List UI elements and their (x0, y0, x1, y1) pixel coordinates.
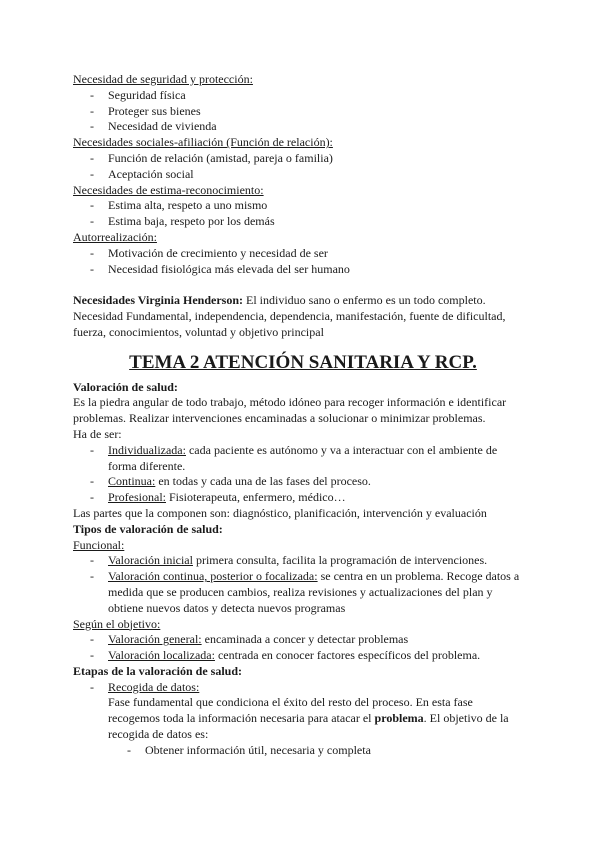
heading-valoracion: Valoración de salud: (73, 379, 178, 394)
heading-autorrealizacion: Autorrealización: (73, 229, 157, 244)
dash-bullet: - (90, 87, 94, 102)
dash-bullet: - (90, 442, 94, 457)
dash-bullet: - (90, 166, 94, 181)
list-item: - Valoración localizada: centrada en conocer factores específicos del problema. (90, 648, 481, 663)
paragraph-line: Las partes que la componen son: diagnóstico, planificación, intervención y evaluación (73, 505, 487, 520)
dash-bullet: - (90, 553, 94, 568)
dash-bullet: - (90, 245, 94, 260)
dash-bullet: - (90, 474, 94, 489)
dash-bullet: - (90, 261, 94, 276)
document-page (73, 72, 533, 759)
dash-bullet: - (90, 198, 94, 213)
dash-bullet: - (90, 569, 94, 584)
subheading-funcional: Funcional: (73, 537, 125, 552)
list-item: - Valoración continua, posterior o focalizada: se centra en un problema. Recoge datos a (90, 569, 520, 584)
list-item: - Individualizada: cada paciente es autónomo y va a interactuar con el ambiente de (90, 442, 498, 457)
dash-bullet: - (90, 150, 94, 165)
list-item: - Función de relación (amistad, pareja o familia) (90, 150, 333, 165)
list-item: - Valoración inicial primera consulta, facilita la programación de intervenciones. (90, 553, 488, 568)
dash-bullet: - (90, 679, 94, 694)
dash-bullet: - (90, 103, 94, 118)
henderson-paragraph: Necesidades Virginia Henderson: El individuo sano o enfermo es un todo completo. (73, 293, 486, 308)
paragraph-line: problemas. Realizar intervenciones encaminadas a solucionar o minimizar problemas. (73, 411, 486, 426)
paragraph-line: Es la piedra angular de todo trabajo, método idóneo para recoger información e identificar (73, 395, 507, 410)
list-item-continuation: medida que se producen cambios, realiza revisiones y actualizaciones del plan y (108, 584, 493, 599)
list-item-continuation: Fase fundamental que condiciona el éxito del resto del proceso. En esta fase (108, 695, 473, 710)
heading-etapas: Etapas de la valoración de salud: (73, 663, 243, 678)
dash-bullet: - (90, 119, 94, 134)
sub-list-item: - Obtener información útil, necesaria y completa (127, 742, 371, 757)
list-item: - Necesidad de vivienda (90, 119, 217, 134)
list-item: - Seguridad física (90, 87, 186, 102)
list-item: - Aceptación social (90, 166, 194, 181)
list-item-continuation: obtiene nuevos datos y detecta nuevos programas (108, 600, 346, 615)
page-title: TEMA 2 ATENCIÓN SANITARIA Y RCP. (129, 351, 477, 373)
henderson-line: Necesidad Fundamental, independencia, dependencia, manifestación, fuente de dificultad, (73, 308, 506, 323)
list-item-continuation: recogida de datos es: (108, 727, 209, 742)
heading-seguridad: Necesidad de seguridad y protección: (73, 72, 253, 86)
dash-bullet: - (90, 214, 94, 229)
heading-tipos: Tipos de valoración de salud: (73, 521, 223, 536)
dash-bullet: - (90, 632, 94, 647)
list-item: - Recogida de datos: (90, 679, 200, 694)
heading-estima: Necesidades de estima-reconocimiento: (73, 182, 264, 197)
list-item: - Profesional: Fisioterapeuta, enfermero, médico… (90, 490, 346, 505)
heading-sociales: Necesidades sociales-afiliación (Función de relación): (73, 135, 333, 150)
list-item: - Motivación de crecimiento y necesidad de ser (90, 245, 328, 260)
paragraph-line: Ha de ser: (73, 426, 122, 441)
list-item: - Valoración general: encaminada a concer y detectar problemas (90, 632, 409, 647)
list-item: - Estima alta, respeto a uno mismo (90, 198, 268, 213)
list-item-continuation: recogemos toda la información necesaria para atacar el problema. El objetivo de la (108, 711, 509, 726)
list-item-continuation: forma diferente. (108, 458, 186, 473)
henderson-line: fuerza, conocimientos, voluntad y objetivo principal (73, 324, 324, 339)
dash-bullet: - (90, 648, 94, 663)
list-item: - Estima baja, respeto por los demás (90, 214, 275, 229)
henderson-label: Necesidades Virginia Henderson: (73, 293, 243, 308)
dash-bullet: - (90, 490, 94, 505)
dash-bullet: - (127, 742, 131, 757)
list-item: - Proteger sus bienes (90, 103, 201, 118)
list-item: - Necesidad fisiológica más elevada del ser humano (90, 261, 350, 276)
list-item: - Continua: en todas y cada una de las fases del proceso. (90, 474, 371, 489)
subheading-objetivo: Según el objetivo: (73, 616, 161, 631)
